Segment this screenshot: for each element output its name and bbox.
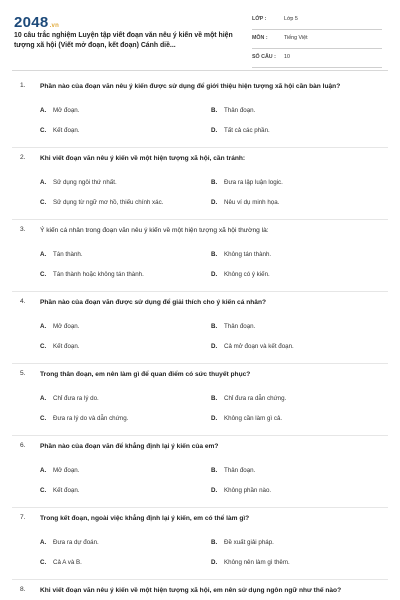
question-text: Trong kết đoạn, ngoài việc khẳng định lại ý kiến, em có thể làm gì? (40, 515, 250, 522)
option-text: Nêu ví dụ minh họa. (224, 199, 280, 206)
option-text: Không có ý kiến. (224, 271, 270, 278)
meta-row-subject (252, 30, 382, 49)
option-text: Không nên làm gì thêm. (224, 559, 290, 566)
option-letter: D. (211, 199, 218, 206)
question-text: Phần nào của đoạn văn được sử dụng để giải thích cho ý kiến cá nhân? (40, 299, 267, 306)
meta-row-count (252, 49, 382, 68)
option-text: Kết đoạn. (53, 343, 80, 350)
option-letter: D. (211, 415, 218, 422)
option-c[interactable] (40, 199, 163, 206)
option-letter: B. (211, 107, 218, 114)
option-text: Thân đoạn. (224, 323, 256, 330)
logo-suffix: .vn (49, 23, 60, 29)
option-text: Chỉ đưa ra dẫn chứng. (224, 395, 287, 402)
option-text: Không tán thành. (224, 251, 272, 258)
option-d[interactable] (211, 199, 279, 206)
meta-label: SỐ CÂU : (252, 54, 276, 60)
option-text: Tất cả các phần. (224, 127, 270, 134)
option-letter: D. (211, 271, 218, 278)
question-number: 2. (20, 154, 26, 161)
option-letter: A. (40, 467, 47, 474)
option-letter: B. (211, 395, 218, 402)
option-text: Sử dụng từ ngữ mơ hồ, thiếu chính xác. (53, 199, 164, 206)
option-text: Không cần làm gì cả. (224, 415, 283, 422)
option-a[interactable] (40, 251, 83, 258)
option-b[interactable] (211, 539, 274, 546)
option-letter: A. (40, 251, 47, 258)
meta-value: Lớp 5 (284, 16, 298, 22)
option-letter: A. (40, 107, 47, 114)
question-number: 4. (20, 298, 26, 305)
question-number: 3. (20, 226, 26, 233)
option-letter: B. (211, 251, 218, 258)
option-text: Tán thành. (53, 251, 83, 258)
option-d[interactable] (211, 343, 294, 350)
question-item (0, 364, 400, 436)
option-letter: C. (40, 271, 47, 278)
meta-value: Tiếng Việt (284, 35, 308, 41)
option-a[interactable] (40, 467, 79, 474)
option-text: Thân đoạn. (224, 107, 256, 114)
question-item (0, 508, 400, 580)
option-a[interactable] (40, 107, 79, 114)
option-text: Mở đoạn. (53, 107, 80, 114)
option-letter: B. (211, 467, 218, 474)
option-text: Tán thành hoặc không tán thành. (53, 271, 144, 278)
question-number: 8. (20, 586, 26, 593)
option-letter: B. (211, 323, 218, 330)
option-letter: D. (211, 559, 218, 566)
option-d[interactable] (211, 127, 270, 134)
option-c[interactable] (40, 559, 82, 566)
question-text: Phần nào của đoạn văn để khẳng định lại ý kiến của em? (40, 443, 219, 450)
option-a[interactable] (40, 395, 99, 402)
question-text: Phần nào của đoạn văn nêu ý kiến được sử dụng để giới thiệu hiện tượng xã hội cần bàn luận? (40, 83, 341, 90)
option-letter: A. (40, 179, 47, 186)
option-text: Cả mở đoạn và kết đoạn. (224, 343, 294, 350)
option-b[interactable] (211, 179, 283, 186)
question-item (0, 148, 400, 220)
option-b[interactable] (211, 107, 255, 114)
option-letter: C. (40, 127, 47, 134)
option-text: Cả A và B. (53, 559, 82, 566)
question-item (0, 580, 400, 600)
option-letter: C. (40, 415, 47, 422)
question-text: Trong thân đoạn, em nên làm gì để quan điểm có sức thuyết phục? (40, 371, 251, 378)
option-text: Kết đoạn. (53, 487, 80, 494)
option-b[interactable] (211, 395, 286, 402)
option-b[interactable] (211, 323, 255, 330)
option-letter: C. (40, 487, 47, 494)
question-text: Ý kiến cá nhân trong đoạn văn nêu ý kiến về một hiện tượng xã hội thường là: (40, 227, 269, 234)
meta-label: MÔN : (252, 35, 268, 41)
option-text: Mở đoạn. (53, 323, 80, 330)
option-b[interactable] (211, 251, 271, 258)
logo-text: 2048 (14, 14, 49, 31)
option-letter: C. (40, 199, 47, 206)
meta-row-grade (252, 11, 382, 30)
option-letter: A. (40, 539, 47, 546)
option-text: Đề xuất giải pháp. (224, 539, 274, 546)
question-item (0, 436, 400, 508)
option-c[interactable] (40, 415, 128, 422)
option-c[interactable] (40, 343, 80, 350)
option-letter: B. (211, 179, 218, 186)
option-d[interactable] (211, 415, 282, 422)
option-a[interactable] (40, 323, 79, 330)
option-letter: B. (211, 539, 218, 546)
option-letter: A. (40, 395, 47, 402)
option-text: Chỉ đưa ra lý do. (53, 395, 99, 402)
option-a[interactable] (40, 539, 99, 546)
option-text: Đưa ra lập luận logic. (224, 179, 283, 186)
option-letter: C. (40, 343, 47, 350)
option-text: Đưa ra lý do và dẫn chứng. (53, 415, 129, 422)
question-text: Khi viết đoạn văn nêu ý kiến về một hiện tượng xã hội, cần tránh: (40, 155, 246, 162)
question-number: 5. (20, 370, 26, 377)
site-logo[interactable] (14, 14, 59, 31)
meta-info (252, 11, 382, 68)
question-item (0, 220, 400, 292)
question-number: 6. (20, 442, 26, 449)
option-c[interactable] (40, 487, 80, 494)
option-letter: D. (211, 487, 218, 494)
header-divider (12, 70, 388, 71)
option-text: Thân đoạn. (224, 467, 256, 474)
question-text: Khi viết đoạn văn nêu ý kiến về một hiện tượng xã hội, em nên sử dụng ngôn ngữ như thế nào? (40, 587, 342, 594)
option-letter: D. (211, 127, 218, 134)
question-item (0, 76, 400, 148)
document-header (0, 0, 400, 70)
option-d[interactable] (211, 559, 290, 566)
option-c[interactable] (40, 271, 144, 278)
question-item (0, 292, 400, 364)
option-c[interactable] (40, 127, 80, 134)
meta-label: LỚP : (252, 16, 267, 22)
meta-value: 10 (284, 54, 290, 60)
option-letter: C. (40, 559, 47, 566)
option-letter: A. (40, 323, 47, 330)
option-a[interactable] (40, 179, 117, 186)
option-text: Đưa ra dự đoán. (53, 539, 99, 546)
option-text: Không phần nào. (224, 487, 272, 494)
option-b[interactable] (211, 467, 255, 474)
option-text: Sử dụng ngôi thứ nhất. (53, 179, 117, 186)
option-letter: D. (211, 343, 218, 350)
option-text: Mở đoạn. (53, 467, 80, 474)
option-d[interactable] (211, 271, 270, 278)
question-number: 7. (20, 514, 26, 521)
question-number: 1. (20, 82, 26, 89)
document-title: 10 câu trắc nghiệm Luyện tập viết đoạn văn nêu ý kiến về một hiện tượng xã hội (Viết mở đoạn, kết đoạn) Cánh diề... (14, 32, 233, 49)
option-d[interactable] (211, 487, 271, 494)
option-text: Kết đoạn. (53, 127, 80, 134)
